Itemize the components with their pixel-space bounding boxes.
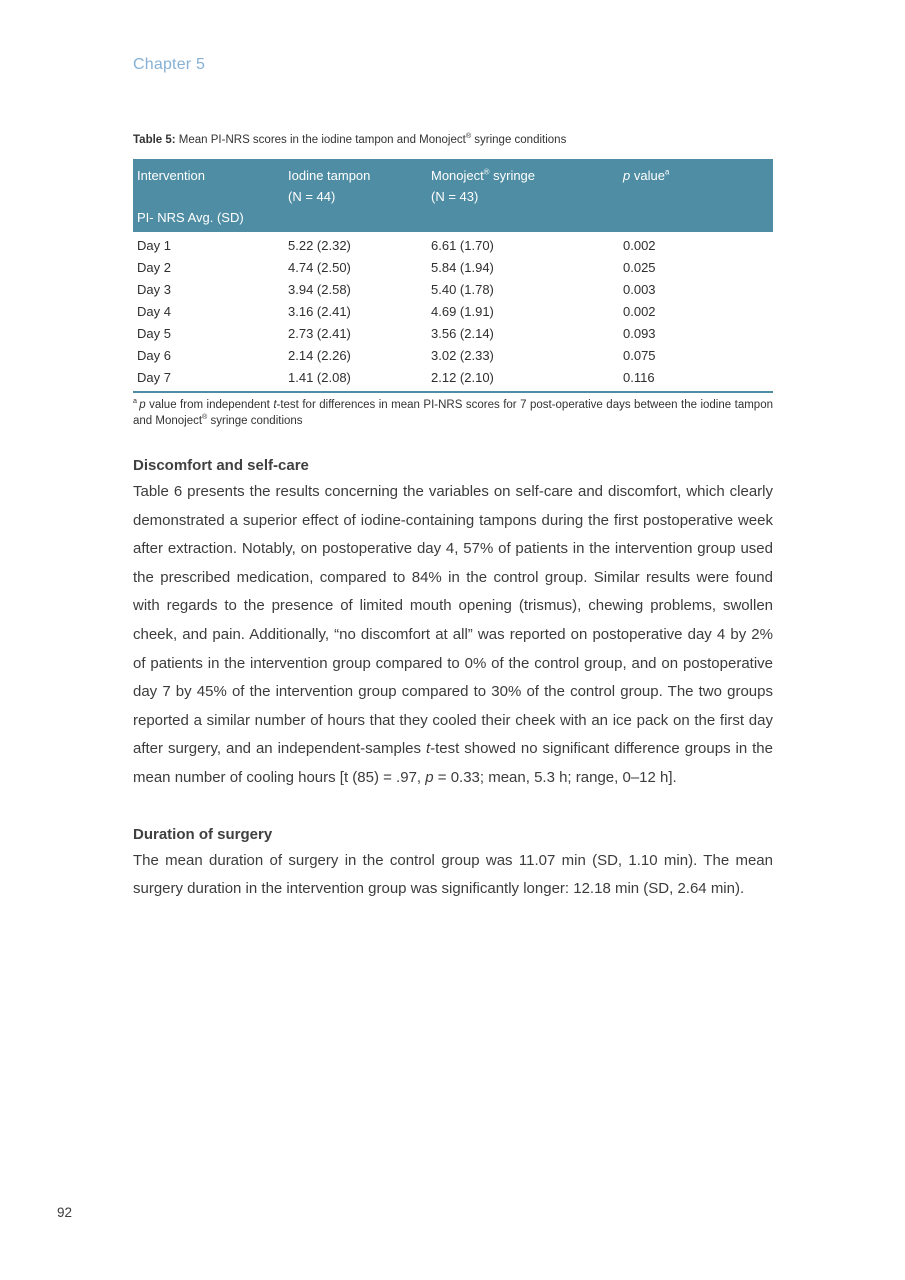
header-iodine-n: (N = 44) <box>288 189 336 204</box>
cell-iodine: 4.74 (2.50) <box>288 260 351 275</box>
chapter-header: Chapter 5 <box>133 56 206 73</box>
cell-pvalue: 0.075 <box>623 348 656 363</box>
section-heading-discomfort: Discomfort and self-care <box>133 457 309 474</box>
table-row <box>133 323 773 345</box>
header-iodine-label: Iodine tampon <box>288 168 371 183</box>
section-body-duration: The mean duration of surgery in the control group was 11.07 min (SD, 1.10 min). The mean surgery duration in the intervention group was significantly longer: 12.18 min (SD, 2.64 min). <box>133 851 773 898</box>
table-row <box>133 367 773 391</box>
page-number: 92 <box>57 1205 73 1220</box>
cell-monoject: 3.02 (2.33) <box>431 348 494 363</box>
cell-monoject: 6.61 (1.70) <box>431 238 494 253</box>
table-row <box>133 301 773 323</box>
table-row <box>133 345 773 367</box>
table-caption: Table 5: Mean PI-NRS scores in the iodine tampon and Monoject® syringe conditions <box>133 132 567 146</box>
cell-day: Day 3 <box>137 282 171 297</box>
cell-monoject: 5.40 (1.78) <box>431 282 494 297</box>
table-header-col-intervention <box>133 165 288 228</box>
header-pvalue-label: p value$^a$ <box>623 167 670 183</box>
table-header-col-pvalue <box>623 165 773 228</box>
cell-day: Day 5 <box>137 326 171 341</box>
header-monoject-n: (N = 43) <box>431 189 479 204</box>
cell-day: Day 1 <box>137 238 171 253</box>
table-row <box>133 232 773 257</box>
cell-pvalue: 0.025 <box>623 260 656 275</box>
results-table <box>133 159 773 393</box>
table-row <box>133 279 773 301</box>
cell-iodine: 3.16 (2.41) <box>288 304 351 319</box>
cell-pvalue: 0.116 <box>623 370 655 385</box>
header-pinrs-label: PI- NRS Avg. (SD) <box>137 210 244 225</box>
table-header-row <box>133 159 773 232</box>
table-header-col-iodine <box>288 165 431 228</box>
cell-iodine: 1.41 (2.08) <box>288 370 351 385</box>
cell-iodine: 5.22 (2.32) <box>288 238 351 253</box>
table-row <box>133 257 773 279</box>
cell-day: Day 4 <box>137 304 171 319</box>
cell-iodine: 2.14 (2.26) <box>288 348 351 363</box>
table-body <box>133 232 773 393</box>
cell-monoject: 4.69 (1.91) <box>431 304 494 319</box>
cell-iodine: 2.73 (2.41) <box>288 326 351 341</box>
cell-pvalue: 0.003 <box>623 282 656 297</box>
cell-monoject: 2.12 (2.10) <box>431 370 494 385</box>
cell-pvalue: 0.002 <box>623 238 656 253</box>
cell-pvalue: 0.093 <box>623 326 656 341</box>
section-heading-duration: Duration of surgery <box>133 825 273 843</box>
header-intervention-label: Intervention <box>137 168 205 183</box>
table-footnote: $^a$ p value from independent t-test for differences in mean PI-NRS scores for 7 post-operative days between the iodine tampon and Monoject® syringe conditions <box>133 397 773 427</box>
header-spacer <box>137 186 288 207</box>
section-body-discomfort: Table 6 presents the results concerning the variables on self-care and discomfort, which clearly demonstrated a superior effect of iodine-containing tampons during the first postoperative week after extraction. Notably, on postoperative day 4, 57% of patients in the intervention group used the prescribed medication, compared to 84% in the control group. Similar results were found with regards to the presence of limited mouth opening (trismus), chewing problems, swollen cheek, and pain. Additionally, “no discomfort at all” was reported on postoperative day 4 by 2% of patients in the intervention group compared to 0% of the control group, and on postoperative day 7 by 45% of the intervention group compared to 30% of the control group. The two groups reported a similar number of hours that they cooled their cheek with an ice pack on the first day after surgery, and an independent-samples t-test showed no significant difference groups in the mean number of cooling hours [t (85) = .97, p = 0.33; mean, 5.3 h; range, 0–12 h]. <box>133 483 773 786</box>
cell-iodine: 3.94 (2.58) <box>288 282 351 297</box>
cell-day: Day 6 <box>137 348 171 363</box>
header-monoject-label: Monoject® syringe <box>431 167 536 183</box>
cell-day: Day 7 <box>137 370 171 385</box>
cell-monoject: 3.56 (2.14) <box>431 326 494 341</box>
cell-monoject: 5.84 (1.94) <box>431 260 494 275</box>
table-header-col-monoject <box>431 165 623 228</box>
cell-day: Day 2 <box>137 260 171 275</box>
cell-pvalue: 0.002 <box>623 304 656 319</box>
